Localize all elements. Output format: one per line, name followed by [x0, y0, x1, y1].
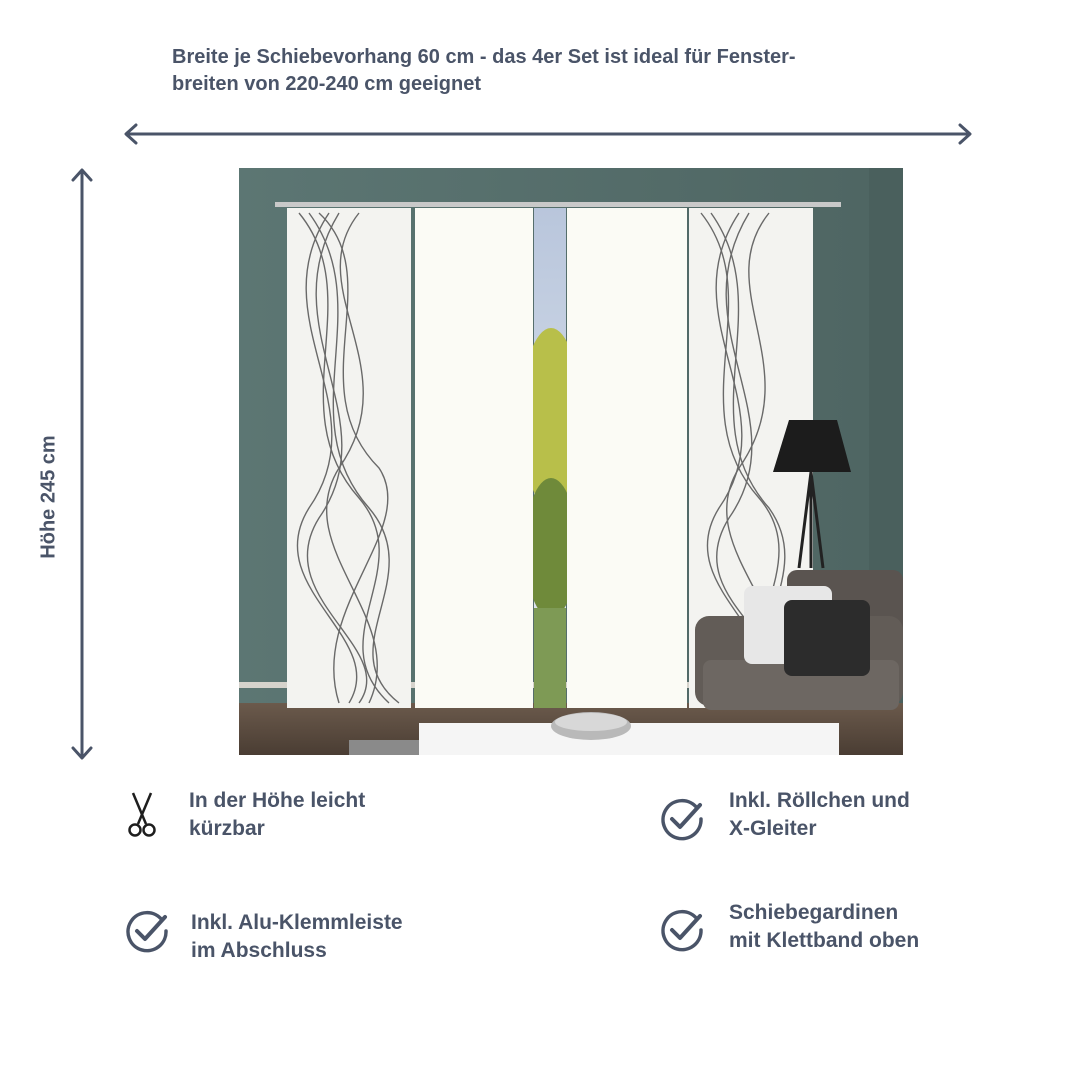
feature-2-line-1: Inkl. Röllchen und — [729, 789, 910, 812]
headline — [172, 44, 932, 98]
scissors-icon — [126, 790, 158, 838]
feature-4-line-1: Schiebegardinen — [729, 901, 899, 924]
feature-4-line-2: mit Klettband oben — [729, 929, 920, 952]
headline-line-2: breiten von 220-240 cm geeignet — [172, 73, 482, 95]
headline-line-1: Breite je Schiebevorhang 60 cm - das 4er Set ist ideal für Fenster- — [172, 46, 796, 68]
check-circle-icon — [659, 907, 705, 953]
room-scene-image — [239, 168, 903, 755]
width-arrow-icon — [120, 122, 976, 146]
height-arrow-icon — [70, 164, 94, 764]
feature-1-line-1: In der Höhe leicht — [189, 789, 366, 812]
feature-1-line-2: kürzbar — [189, 817, 265, 840]
check-circle-icon — [124, 908, 170, 954]
product-photo — [239, 168, 903, 755]
feature-2-line-2: X-Gleiter — [729, 817, 817, 840]
height-label: Höhe 245 cm — [37, 435, 60, 559]
feature-3-line-1: Inkl. Alu-Klemmleiste — [191, 911, 403, 934]
feature-3-line-2: im Abschluss — [191, 939, 327, 962]
check-circle-icon — [659, 796, 705, 842]
